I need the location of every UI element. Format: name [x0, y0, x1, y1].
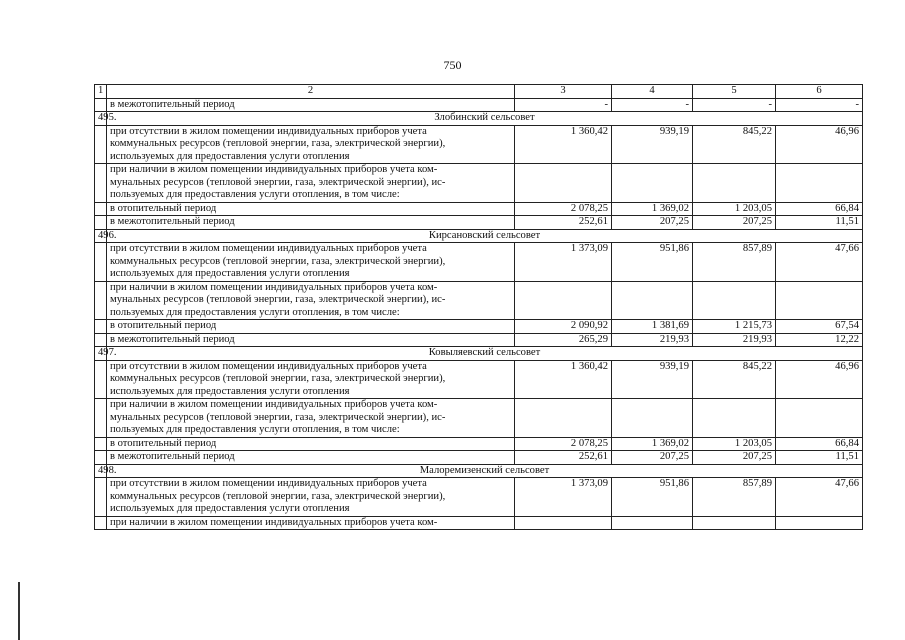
value-cell: 2 078,25: [515, 202, 612, 216]
description-line: пользуемых для предоставления услуги отопления, в том числе:: [110, 424, 400, 435]
row-description: [107, 125, 515, 164]
description-line: в отопительный период: [110, 437, 217, 449]
row-number-cell: [95, 320, 107, 334]
table-row: [95, 281, 863, 320]
description-line: коммунальных ресурсов (тепловой энергии, газа, электрической энергии),: [110, 138, 446, 149]
row-number-cell: [95, 437, 107, 451]
value-cell: 1 360,42: [515, 125, 612, 164]
table-row: [95, 516, 863, 530]
description-line: при отсутствии в жилом помещении индивидуальных приборов учета: [110, 243, 427, 254]
row-description: [107, 399, 515, 438]
value-cell: 47,66: [776, 243, 863, 282]
table-row: [95, 399, 863, 438]
value-cell: [776, 164, 863, 203]
description-line: коммунальных ресурсов (тепловой энергии, газа, электрической энергии),: [110, 373, 446, 384]
section-title: Малоремизенский сельсовет: [107, 464, 863, 478]
description-line: при наличии в жилом помещении индивидуальных приборов учета ком-: [110, 281, 438, 293]
table-row: [95, 202, 863, 216]
description-line: используемых для предоставления услуги отопления: [110, 385, 350, 397]
value-cell: 219,93: [693, 333, 776, 347]
value-cell: [776, 516, 863, 530]
description-line: используемых для предоставления услуги отопления: [110, 150, 350, 162]
description-line: мунальных ресурсов (тепловой энергии, газа, электрической энергии), ис-: [110, 411, 446, 423]
table-row: [95, 125, 863, 164]
column-header: 6: [776, 85, 863, 99]
value-cell: 2 090,92: [515, 320, 612, 334]
value-cell: [612, 516, 693, 530]
description-line: при отсутствии в жилом помещении индивидуальных приборов учета: [110, 360, 427, 372]
description-line: используемых для предоставления услуги отопления: [110, 268, 350, 279]
section-header-row: [95, 464, 863, 478]
value-cell: 1 215,73: [693, 320, 776, 334]
value-cell: [612, 164, 693, 203]
table-row: [95, 320, 863, 334]
row-number-cell: [95, 281, 107, 320]
description-line: в межотопительный период: [110, 451, 235, 462]
table-row: [95, 451, 863, 465]
row-description: [107, 216, 515, 230]
value-cell: 207,25: [612, 216, 693, 230]
row-description: [107, 478, 515, 517]
description-line: в отопительный период: [110, 320, 217, 331]
value-cell: [693, 516, 776, 530]
row-description: [107, 360, 515, 399]
row-description: [107, 243, 515, 282]
description-line: мунальных ресурсов (тепловой энергии, газа, электрической энергии), ис-: [110, 294, 446, 305]
value-cell: -: [776, 98, 863, 112]
section-title: Кирсановский сельсовет: [107, 229, 863, 243]
value-cell: [612, 399, 693, 438]
description-line: пользуемых для предоставления услуги отопления, в том числе:: [110, 189, 400, 200]
value-cell: 2 078,25: [515, 437, 612, 451]
value-cell: 939,19: [612, 360, 693, 399]
table-row: [95, 437, 863, 451]
value-cell: 857,89: [693, 478, 776, 517]
value-cell: 265,29: [515, 333, 612, 347]
value-cell: 47,66: [776, 478, 863, 517]
table-row: [95, 478, 863, 517]
tariff-table: [94, 84, 863, 530]
value-cell: 1 369,02: [612, 202, 693, 216]
table-row: [95, 333, 863, 347]
description-line: пользуемых для предоставления услуги отопления, в том числе:: [110, 306, 400, 318]
value-cell: 11,51: [776, 216, 863, 230]
description-line: при наличии в жилом помещении индивидуальных приборов учета ком-: [110, 399, 438, 410]
value-cell: 951,86: [612, 243, 693, 282]
page-number: 750: [443, 58, 462, 72]
row-number-cell: [95, 451, 107, 465]
section-number: 498.: [95, 464, 107, 478]
value-cell: 1 203,05: [693, 202, 776, 216]
description-line: при наличии в жилом помещении индивидуальных приборов учета ком-: [110, 164, 438, 175]
value-cell: 845,22: [693, 360, 776, 399]
section-header-row: [95, 112, 863, 126]
row-number-cell: [95, 202, 107, 216]
row-number-cell: [95, 360, 107, 399]
value-cell: 845,22: [693, 125, 776, 164]
description-line: в межотопительный период: [110, 333, 235, 345]
row-description: [107, 333, 515, 347]
value-cell: 1 381,69: [612, 320, 693, 334]
column-number-row: [95, 85, 863, 99]
row-description: [107, 516, 515, 530]
tariff-table-body: [95, 85, 863, 530]
value-cell: 219,93: [612, 333, 693, 347]
section-title: Ковыляевский сельсовет: [107, 347, 863, 361]
column-header: 4: [612, 85, 693, 99]
section-number: 495.: [95, 112, 107, 126]
row-number-cell: [95, 125, 107, 164]
scan-margin-line: [18, 582, 20, 640]
value-cell: 857,89: [693, 243, 776, 282]
section-header-row: [95, 229, 863, 243]
section-title: Злобинский сельсовет: [107, 112, 863, 126]
row-number-cell: [95, 333, 107, 347]
value-cell: [515, 516, 612, 530]
row-description: [107, 202, 515, 216]
row-description: [107, 437, 515, 451]
row-number-cell: [95, 164, 107, 203]
value-cell: [776, 281, 863, 320]
value-cell: 1 373,09: [515, 478, 612, 517]
table-row: [95, 164, 863, 203]
table-row: [95, 216, 863, 230]
value-cell: 11,51: [776, 451, 863, 465]
description-line: мунальных ресурсов (тепловой энергии, газа, электрической энергии), ис-: [110, 176, 446, 188]
value-cell: 207,25: [693, 216, 776, 230]
value-cell: -: [693, 98, 776, 112]
value-cell: 66,84: [776, 202, 863, 216]
row-number-cell: [95, 399, 107, 438]
section-header-row: [95, 347, 863, 361]
description-line: коммунальных ресурсов (тепловой энергии, газа, электрической энергии),: [110, 490, 446, 502]
row-number-cell: [95, 516, 107, 530]
description-line: при отсутствии в жилом помещении индивидуальных приборов учета: [110, 125, 427, 137]
value-cell: 1 373,09: [515, 243, 612, 282]
column-header: 5: [693, 85, 776, 99]
value-cell: [776, 399, 863, 438]
description-line: коммунальных ресурсов (тепловой энергии, газа, электрической энергии),: [110, 255, 446, 267]
column-header: 2: [107, 85, 515, 99]
value-cell: [693, 399, 776, 438]
row-number-cell: [95, 98, 107, 112]
description-line: в отопительный период: [110, 202, 217, 214]
row-description: [107, 320, 515, 334]
row-number-cell: [95, 216, 107, 230]
value-cell: 207,25: [612, 451, 693, 465]
value-cell: 46,96: [776, 360, 863, 399]
description-line: в межотопительный период: [110, 216, 235, 227]
value-cell: 252,61: [515, 216, 612, 230]
value-cell: 67,54: [776, 320, 863, 334]
section-number: 497.: [95, 347, 107, 361]
row-description: [107, 281, 515, 320]
value-cell: [515, 399, 612, 438]
row-description: [107, 451, 515, 465]
value-cell: 46,96: [776, 125, 863, 164]
table-row: [95, 360, 863, 399]
value-cell: 939,19: [612, 125, 693, 164]
value-cell: 207,25: [693, 451, 776, 465]
table-row: [95, 98, 863, 112]
row-number-cell: [95, 243, 107, 282]
value-cell: 1 360,42: [515, 360, 612, 399]
value-cell: -: [515, 98, 612, 112]
section-number: 496.: [95, 229, 107, 243]
value-cell: [515, 281, 612, 320]
description-line: при наличии в жилом помещении индивидуальных приборов учета ком-: [110, 516, 438, 528]
value-cell: [693, 164, 776, 203]
row-description: [107, 164, 515, 203]
description-line: используемых для предоставления услуги отопления: [110, 503, 350, 514]
column-header: 1: [95, 85, 107, 99]
value-cell: 1 203,05: [693, 437, 776, 451]
value-cell: [693, 281, 776, 320]
value-cell: [515, 164, 612, 203]
value-cell: [612, 281, 693, 320]
value-cell: 1 369,02: [612, 437, 693, 451]
value-cell: 66,84: [776, 437, 863, 451]
table-row: [95, 243, 863, 282]
description-line: при отсутствии в жилом помещении индивидуальных приборов учета: [110, 478, 427, 489]
row-number-cell: [95, 478, 107, 517]
value-cell: 252,61: [515, 451, 612, 465]
value-cell: -: [612, 98, 693, 112]
column-header: 3: [515, 85, 612, 99]
value-cell: 12,22: [776, 333, 863, 347]
value-cell: 951,86: [612, 478, 693, 517]
row-label: в межотопительный период: [107, 98, 515, 112]
